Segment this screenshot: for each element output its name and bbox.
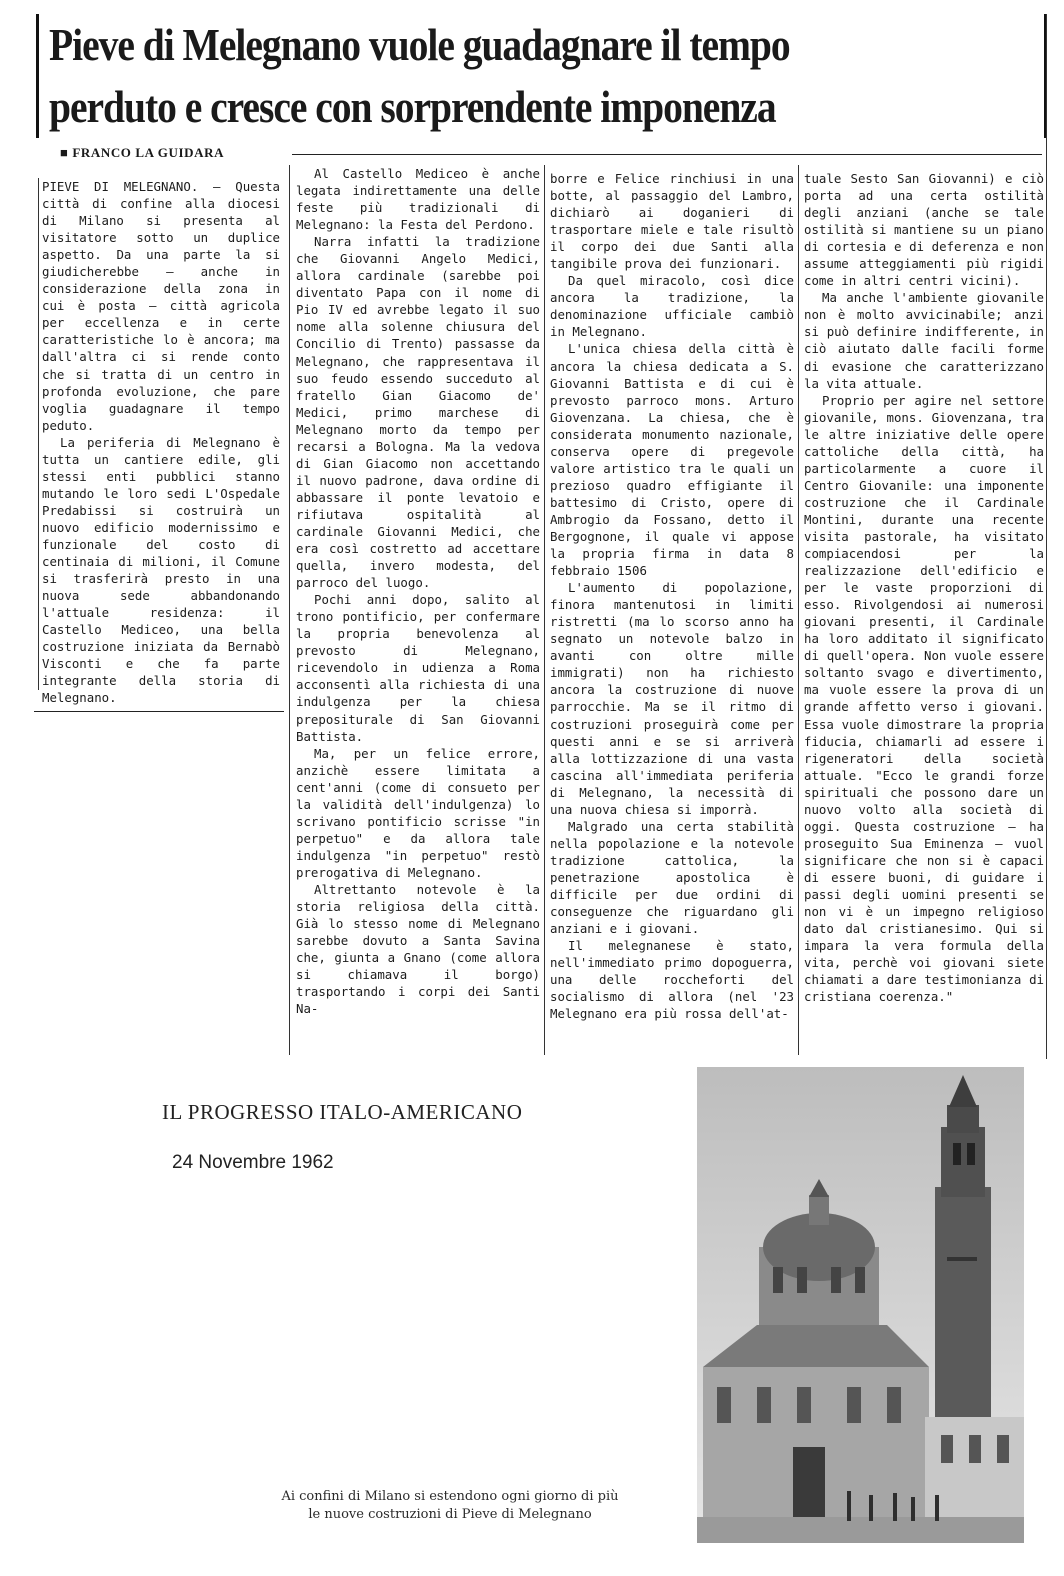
paragraph: borre e Felice rinchiusi in una botte, al passaggio del Lambro, dichiarò ai doganieri di trasportare miele e tale risultò il corpo dei due Santi alla tangibile prova dei funzionari. [550,171,794,272]
paragraph: Proprio per agire nel settore giovanile, mons. Giovenzana, tra le altre iniziative delle opere cattoliche della città, ha particolarmente a cuore il Centro Giovanile: una imponente costruzione che il Cardinale Montini, durante una recente visita pastorale, ha visitato compiacendosi per la realizzazione dell'edificio e per le vaste proporzioni di esso. Rivolgendosi ai numerosi giovani presenti, il Cardinale ha loro additato il significato di quell'opera. Non vuole essere soltanto svago e divertimento, ma vuole essere la prova di un grande affetto verso i giovani. Essa vuole dimostrare la propria fiducia, chiamarli ad essere i rigeneratori della società attuale. "Ecco le grandi forze spirituali che possono dare un nuovo volto alla società di oggi. Questa costruzione — ha proseguito Sua Eminenza — vuol significare che non si è capaci di essere buoni, di guidare i passi degli uomini presenti se non vi è un impegno religioso dato dal cristianesimo. Qui si impara la vera formula della vita, perchè voi giovani siete chiamati a dare testimonianza di cristiana coerenza." [804,392,1044,1005]
paragraph: Pochi anni dopo, salito al trono pontificio, per confermare la propria benevolenza al prevosto di Melegnano, ricevendolo in udienza a Roma acconsentì alla richiesta di una indulgenza per la chiesa prepositurale di San Giovanni Battista. [296,592,540,744]
byline-rule [292,154,1042,155]
paragraph: tuale Sesto San Giovanni) e ciò porta ad una certa ostilità degli anziani (anche se tale ostilità si mantiene su un piano di cortesia e di deferenza e non assume atteggiamenti più rigidi come in altri centri vicini). [804,171,1044,289]
church-illustration [697,1067,1024,1543]
paragraph: La periferia di Melegnano è tutta un cantiere edile, gli stessi enti pubblici stanno mutando le loro sedi L'Ospedale Predabissi si costruirà un nuovo edificio modernissimo e funzionale del costo di centinaia di milioni, il Comune si trasferirà presto in una nuova sede abbandonando l'attuale residenza: il Castello Mediceo, una bella costruzione iniziata da Bernabò Visconti e che fa parte integrante della storia di Melegnano. [42,434,280,706]
publication-date: 24 Novembre 1962 [172,1152,334,1173]
headline-line-2: perduto e cresce con sorprendente imponenza [49,81,776,132]
article-column-1 [38,178,280,706]
paragraph: Da quel miracolo, così dice ancora la tradizione, la denominazione ufficiale cambiò in Melegnano. [550,273,794,340]
photo-caption [200,1488,700,1524]
column-divider [798,165,799,1055]
newspaper-name: IL PROGRESSO ITALO-AMERICANO [162,1100,523,1124]
column-divider [34,711,284,712]
column-divider [289,165,290,1055]
paragraph: Ma anche l'ambiente giovanile non è molto avvicinabile; anzi si può definire indifferente, in ciò aiutato dalle facili forme di evasione che caratterizzano la vita attuale. [804,290,1044,391]
caption-line-1: Ai confini di Milano si estendono ogni giorno di più [281,1489,619,1504]
paragraph: L'unica chiesa della città è ancora la chiesa dedicata a S. Giovanni Battista e di cui è prevosto parroco mons. Arturo Giovenzana. La chiesa, che è considerata monumento nazionale, conserva opere di pregevole valore artistico tra le quali un prezioso quadro effigiante il battesimo di Cristo, opere di Ambrogio da Fossano, detto il Bergognone, il quale vi appose la propria firma in data 8 febbraio 1506 [550,341,794,579]
byline-author: FRANCO LA GUIDARA [72,145,225,160]
paragraph: Altrettanto notevole è la storia religiosa della città. Già lo stesso nome di Melegnano sarebbe dovuto a Santa Savina che, giunta a Gnano (come allora si chiamava il borgo) trasportando i corpi dei Santi Na- [296,881,540,1017]
paragraph: Malgrado una certa stabilità nella popolazione e la notevole tradizione cattolica, la penetrazione apostolica è difficile per due ordini di conseguenze che riguardano gli anziani e i giovani. [550,818,794,937]
column-divider [1046,14,1047,1059]
caption-line-2: le nuove costruzioni di Pieve di Melegnano [308,1507,592,1522]
paragraph: Il melegnanese è stato, nell'immediato primo dopoguerra, una delle roccheforti del socialismo di allora (nel '23 Melegnano era più rossa dell'at- [550,938,794,1022]
paragraph: L'aumento di popolazione, finora mantenutosi in limiti ristretti (ma lo scorso anno ha segnato un notevole balzo in avanti con oltre mille immigrati) non ha richiesto ancora la costruzione di nuove parrocchie. Ma se il ritmo di costruzioni proseguirà come per questi anni e se si arriverà alla lottizzazione di una vasta cascina all'immediata periferia di Melegnano, la necessità di una nuova chiesa si imporrà. [550,580,794,817]
headline [36,14,1046,138]
paragraph: PIEVE DI MELEGNANO. — Questa città di confine alla diocesi di Milano si presenta al visitatore sotto un duplice aspetto. Da una parte la si giudicherebbe — anche in considerazione della zona in cui è posta — città agricola per eccellenza e in certe caratteristiche lo è ancora; ma dall'altra ci si rende conto che si tratta di un centro in profonda evoluzione, che pare voglia guadagnare il tempo peduto. [42,179,280,433]
paragraph: Al Castello Mediceo è anche legata indirettamente una delle feste più tradizionali di Melegnano: la Festa del Perdono. [296,166,540,233]
headline-line-1: Pieve di Melegnano vuole guadagnare il tempo [49,19,790,70]
paragraph: Narra infatti la tradizione che Giovanni Angelo Medici, allora cardinale (sarebbe poi diventato Papa con il nome di Pio IV ed avrebbe legato il suo nome alla solenne chiusura del Concilio di Trento) passasse da Melegnano, che rappresentava il suo feudo essendo succeduto al fratello Gian Giacomo de' Medici, primo marchese di Melegnano morto da tempo per recarsi a Bologna. Ma la vedova di Gian Giacomo non accettando il nuovo padrone, dava ordine di abbassare il ponte levatoio e rifiutava ospitalità al cardinale Giovanni Medici, che era così costretto ad accettare quella, invero modesta, del parroco del luogo. [296,234,540,591]
byline [60,145,224,161]
article-column-3 [550,170,794,1022]
byline-marker-icon: ■ [60,145,73,160]
paragraph: Ma, per un felice errore, anzichè essere limitata a cent'anni (come di consueto per la validità dell'indulgenza) lo scrivano pontificio scrisse "in perpetuo" e da allora tale indulgenza "in perpetuo" restò prerogativa di Melegnano. [296,745,540,880]
column-divider [544,165,545,1055]
church-photo [697,1067,1024,1543]
article-column-4 [804,170,1044,1005]
article-column-2 [296,165,540,1017]
